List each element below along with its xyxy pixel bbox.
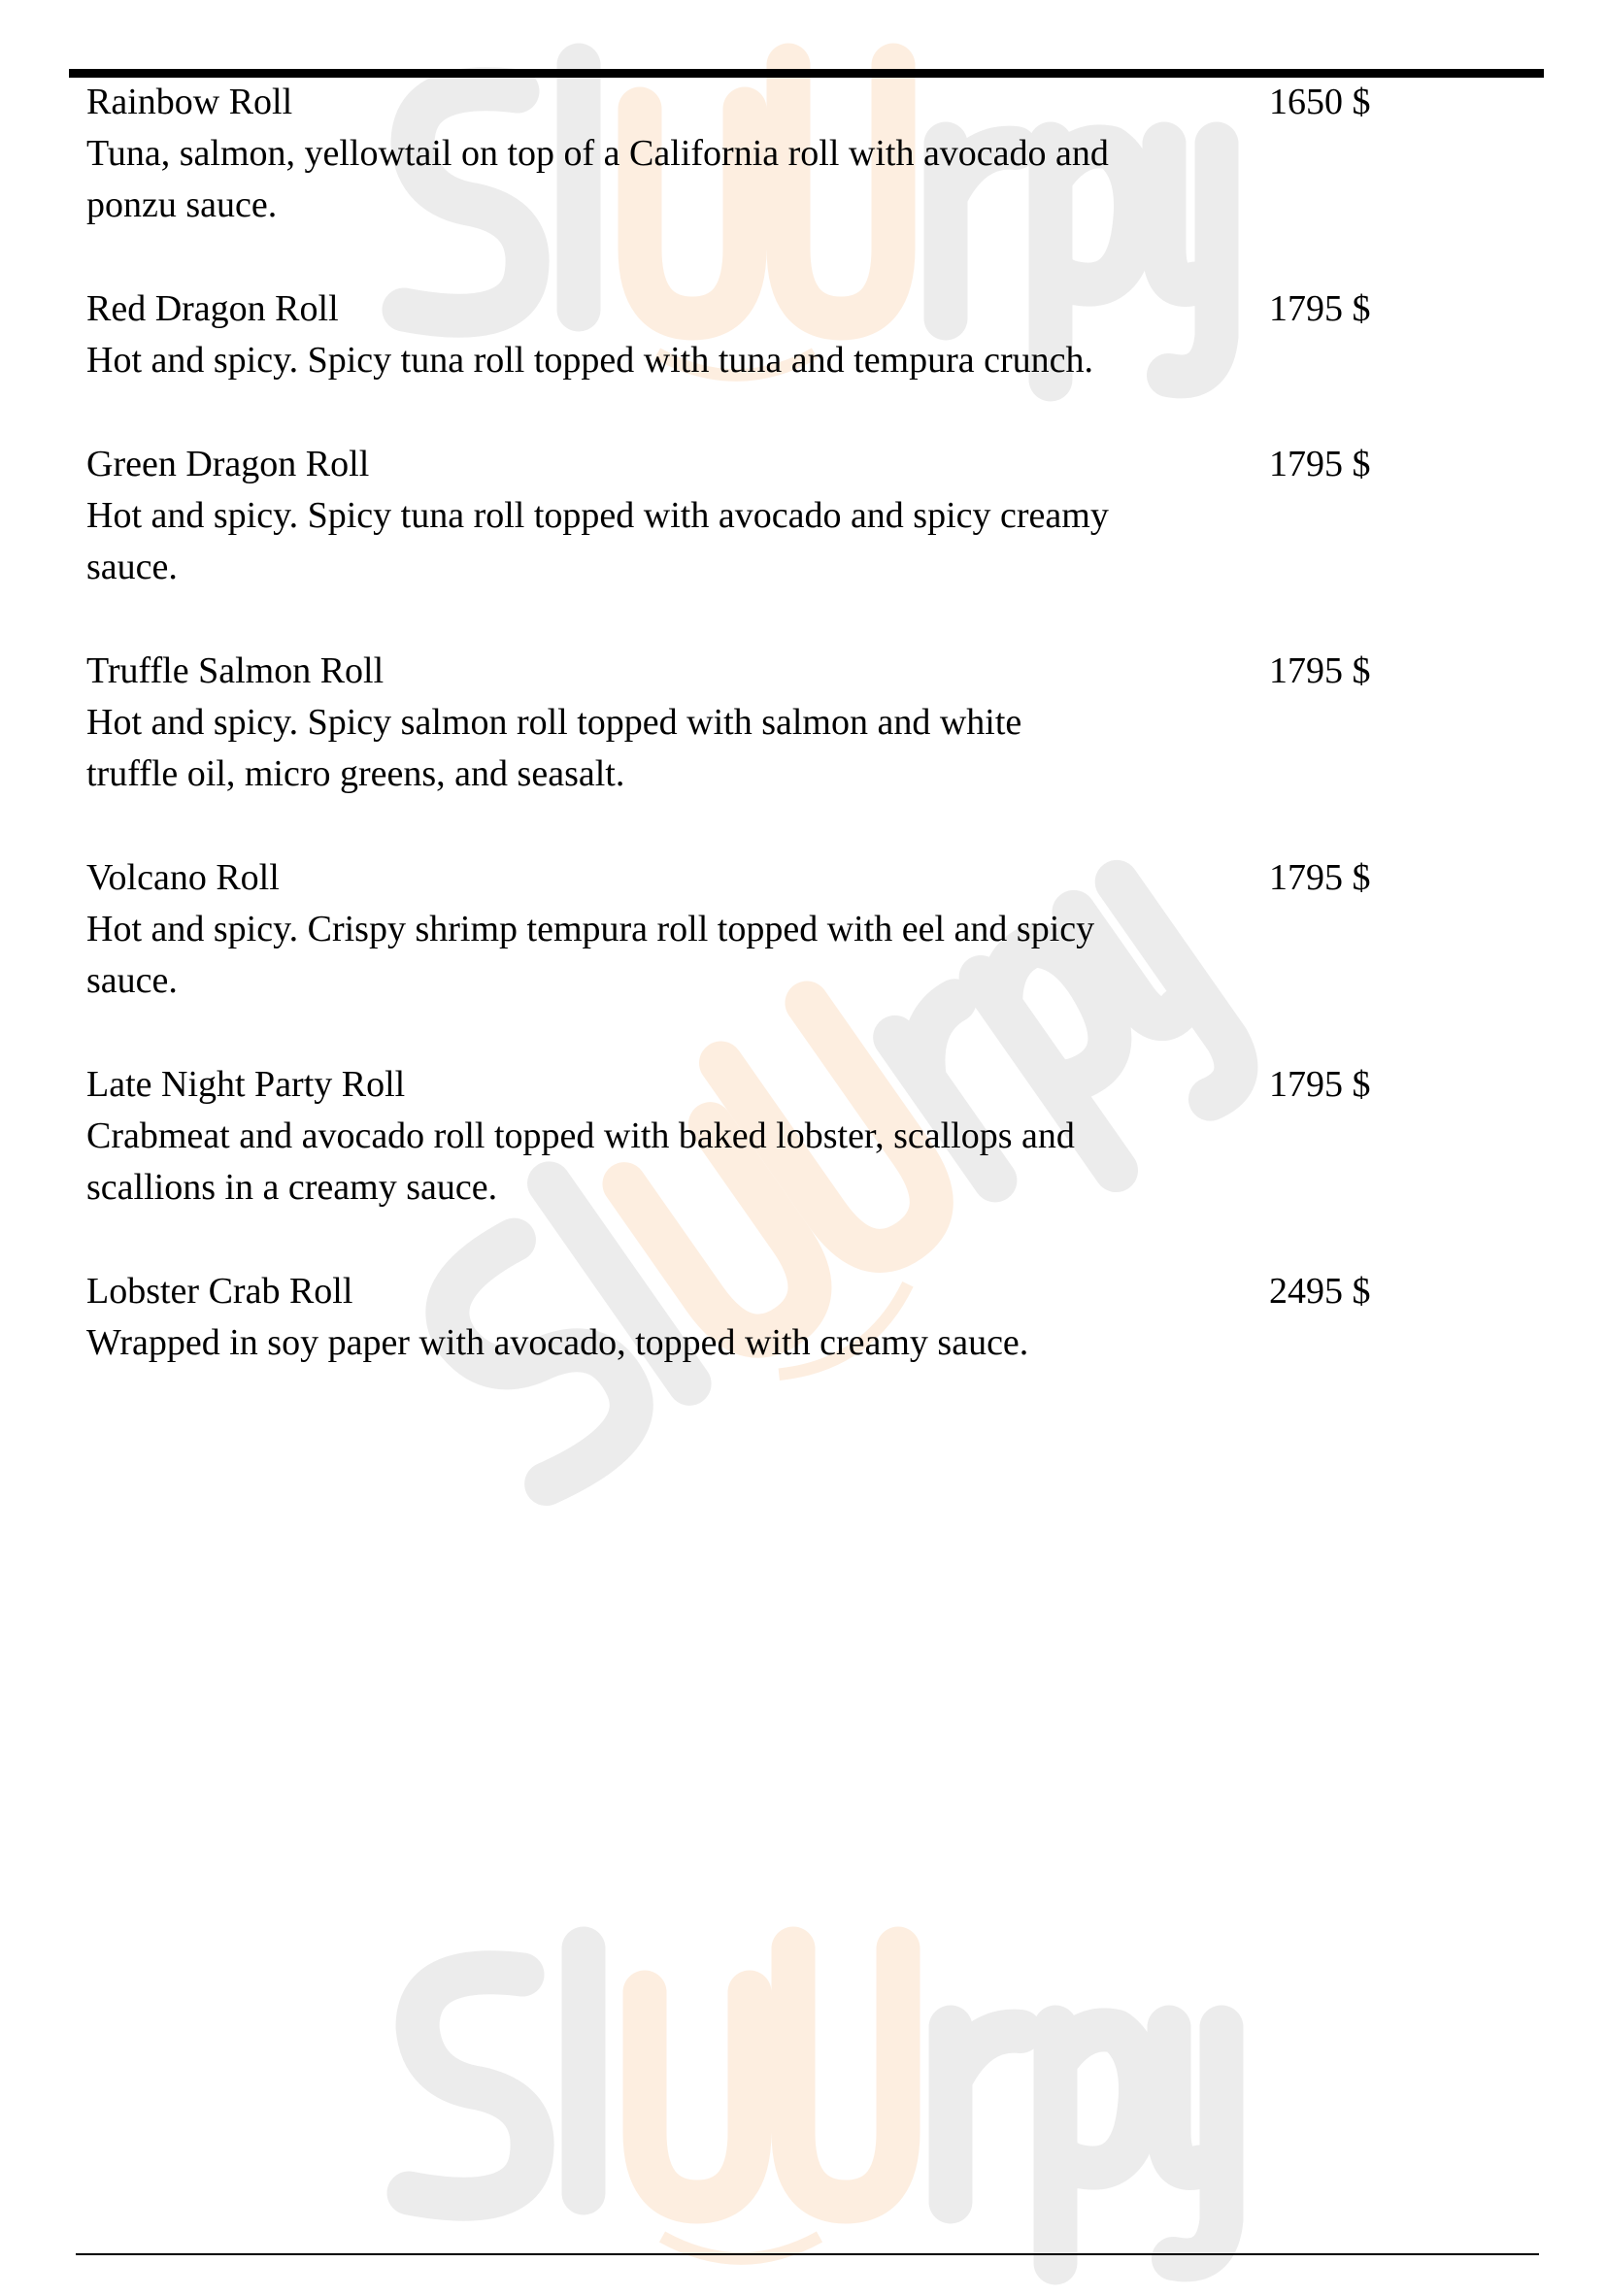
item-name: Truffle Salmon Roll <box>86 650 385 691</box>
bottom-rule <box>76 2253 1539 2255</box>
menu-item <box>86 439 1543 646</box>
menu-item <box>86 1266 1543 1421</box>
item-price: 1795 $ <box>1269 1064 1371 1105</box>
item-name: Volcano Roll <box>86 857 280 898</box>
slurpy-logo-icon <box>374 1903 1248 2291</box>
item-description: Hot and spicy. Crispy shrimp tempura roll topped with eel and spicy <box>86 909 1095 949</box>
item-text <box>86 1059 1269 1214</box>
item-description: Tuna, salmon, yellowtail on top of a California roll with avocado and <box>86 133 1109 174</box>
item-name: Green Dragon Roll <box>86 444 370 484</box>
menu-item <box>86 1059 1543 1266</box>
menu-list <box>86 77 1543 1421</box>
item-name: Red Dragon Roll <box>86 288 339 329</box>
item-description: Crabmeat and avocado roll topped with baked lobster, scallops and <box>86 1115 1075 1156</box>
item-description: Hot and spicy. Spicy tuna roll topped with avocado and spicy creamy <box>86 495 1109 536</box>
item-description: truffle oil, micro greens, and seasalt. <box>86 753 625 794</box>
item-name: Late Night Party Roll <box>86 1064 406 1105</box>
item-text <box>86 283 1269 386</box>
menu-item <box>86 77 1543 283</box>
item-price: 1795 $ <box>1269 857 1371 898</box>
menu-item <box>86 646 1543 852</box>
item-price: 1650 $ <box>1269 82 1371 122</box>
item-description: sauce. <box>86 547 178 587</box>
item-text <box>86 646 1269 800</box>
watermark-logo <box>374 1903 1248 2291</box>
item-description: Hot and spicy. Spicy salmon roll topped with salmon and white <box>86 702 1022 743</box>
item-price: 1795 $ <box>1269 650 1371 691</box>
item-text <box>86 439 1269 593</box>
item-name: Rainbow Roll <box>86 82 293 122</box>
item-price: 1795 $ <box>1269 444 1371 484</box>
menu-item <box>86 852 1543 1059</box>
item-price: 1795 $ <box>1269 288 1371 329</box>
item-text <box>86 852 1269 1007</box>
item-description: Wrapped in soy paper with avocado, topped with creamy sauce. <box>86 1322 1029 1363</box>
item-description: Hot and spicy. Spicy tuna roll topped with tuna and tempura crunch. <box>86 340 1094 381</box>
item-description: scallions in a creamy sauce. <box>86 1167 498 1208</box>
item-price: 2495 $ <box>1269 1271 1371 1312</box>
menu-item <box>86 283 1543 439</box>
item-text <box>86 77 1269 231</box>
item-text <box>86 1266 1269 1369</box>
item-name: Lobster Crab Roll <box>86 1271 353 1312</box>
item-description: sauce. <box>86 960 178 1001</box>
item-description: ponzu sauce. <box>86 184 278 225</box>
